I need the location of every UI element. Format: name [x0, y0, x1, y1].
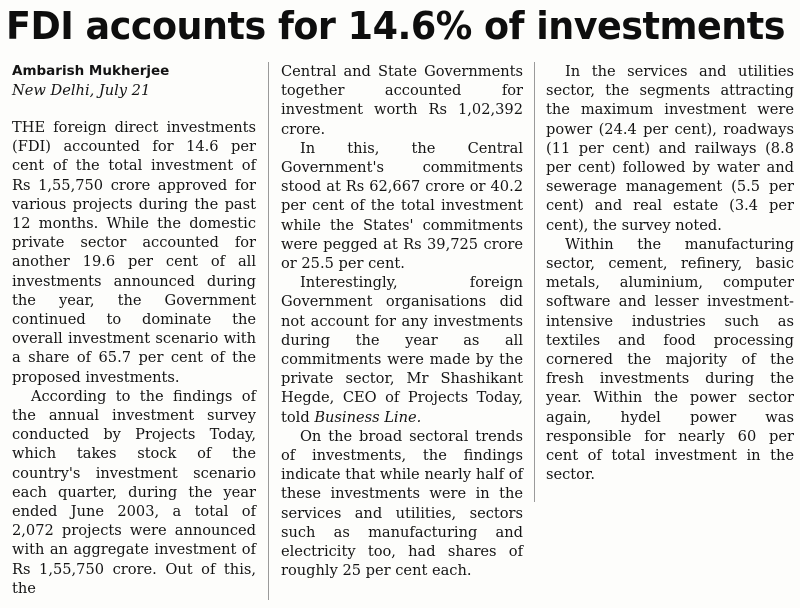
column-rule-left — [268, 62, 269, 600]
paragraph: According to the findings of the annual investment survey conducted by Projects Today, which takes stock of the country's investment scenario each quarter, during the year ended June 2003, a total of 2,072 projects were announced with an aggregate investment of Rs 1,55,750 crore. Out of this, the — [12, 387, 256, 597]
byline: Ambarish Mukherjee — [12, 63, 170, 79]
column-rule-right — [534, 62, 535, 502]
column-2 — [281, 62, 523, 580]
dateline: New Delhi, July 21 — [12, 82, 151, 99]
column-1 — [12, 62, 256, 598]
paragraph: On the broad sectoral trends of investments, the findings indicate that while nearly half of these investments were in the services and utilities, sectors such as manufacturing and electricity too, had shares of roughly 25 per cent each. — [281, 427, 523, 580]
publication-name: Business Line. — [314, 408, 422, 426]
column-3 — [546, 62, 794, 484]
paragraph: THE foreign direct investments (FDI) accounted for 14.6 per cent of the total investment of Rs 1,55,750 crore approved for various projects during the past 12 months. While the domestic private sector accounted for another 19.6 per cent of all investments announced during the year, the Government continued to dominate the overall investment scenario with a share of 65.7 per cent of the proposed investments. — [12, 119, 256, 386]
headline: FDI accounts for 14.6% of investments — [6, 4, 785, 48]
paragraph: In the services and utilities sector, the segments attracting the maximum investment were power (24.4 per cent), roadways (11 per cent) and railways (8.8 per cent) followed by water and sewerage management (5.5 per cent) and real estate (3.4 per cent), the survey noted. — [546, 63, 794, 234]
paragraph: Within the manufacturing sector, cement, refinery, basic metals, aluminium, computer software and lesser investment-intensive industries such as textiles and food processing cornered the majority of the fresh investments during the year. Within the power sector again, hydel power was responsible for nearly 60 per cent of total investment in the sector. — [546, 235, 794, 484]
paragraph: Central and State Governments together accounted for investment worth Rs 1,02,392 crore. — [281, 63, 523, 138]
paragraph: In this, the Central Government's commitments stood at Rs 62,667 crore or 40.2 per cent of the total investment while the States' commitments were pegged at Rs 39,725 crore or 25.5 per cent. — [281, 139, 523, 273]
paragraph — [281, 273, 523, 427]
paragraph-text: Interestingly, foreign Government organisations did not account for any investments during the year as all commitments were made by the private sector, Mr Shashikant Hegde, CEO of Projects Today, told — [281, 274, 523, 426]
